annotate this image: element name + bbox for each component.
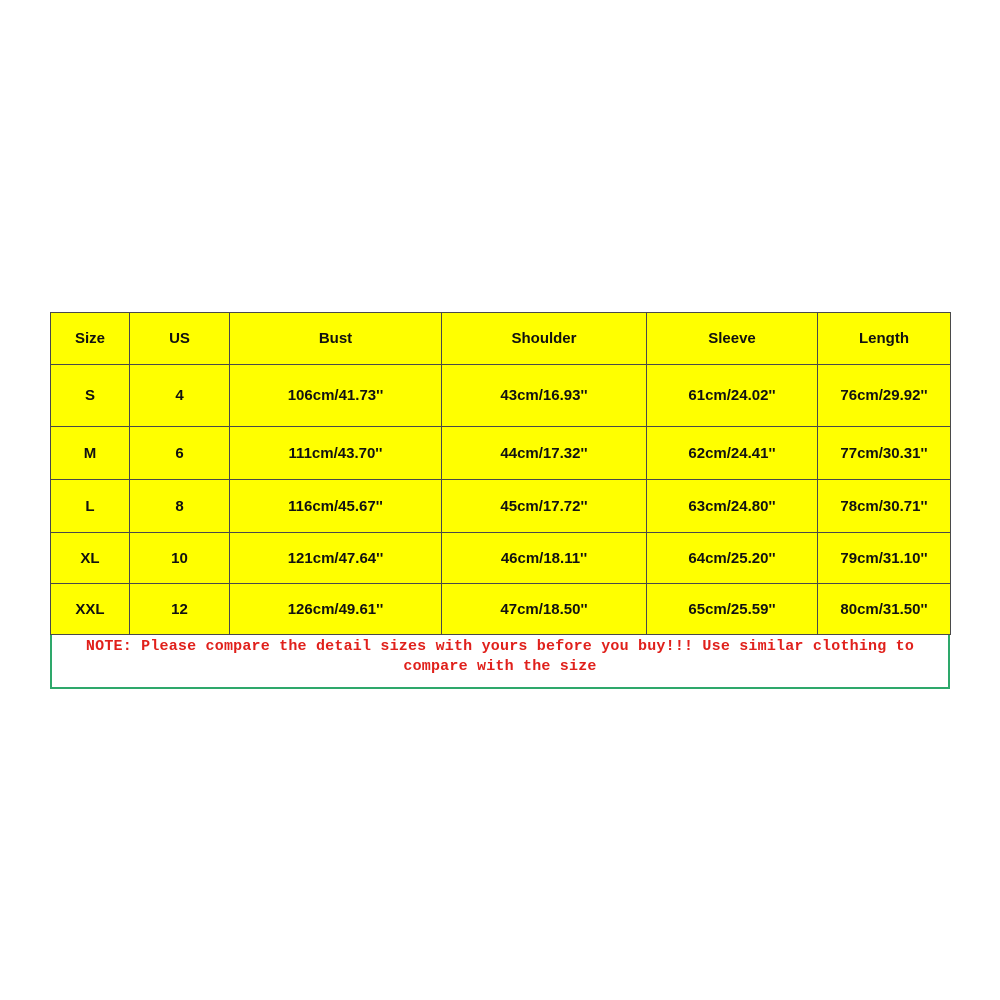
cell-bust: 121cm/47.64'' [230,533,442,584]
cell-shoulder: 47cm/18.50'' [442,584,647,635]
cell-shoulder: 44cm/17.32'' [442,427,647,480]
cell-sleeve: 61cm/24.02'' [647,365,818,427]
cell-sleeve: 64cm/25.20'' [647,533,818,584]
cell-size: XXL [51,584,130,635]
cell-us: 4 [130,365,230,427]
cell-sleeve: 63cm/24.80'' [647,480,818,533]
table-row [51,365,951,427]
header-us: US [130,313,230,365]
cell-length: 77cm/30.31'' [818,427,951,480]
cell-bust: 106cm/41.73'' [230,365,442,427]
header-bust: Bust [230,313,442,365]
cell-shoulder: 45cm/17.72'' [442,480,647,533]
cell-size: S [51,365,130,427]
table-row [51,480,951,533]
cell-us: 8 [130,480,230,533]
cell-sleeve: 65cm/25.59'' [647,584,818,635]
table-row [51,584,951,635]
table-header-row [51,313,951,365]
cell-length: 79cm/31.10'' [818,533,951,584]
cell-shoulder: 46cm/18.11'' [442,533,647,584]
table-row [51,533,951,584]
cell-length: 80cm/31.50'' [818,584,951,635]
size-chart [50,312,950,689]
cell-bust: 126cm/49.61'' [230,584,442,635]
header-shoulder: Shoulder [442,313,647,365]
cell-length: 78cm/30.71'' [818,480,951,533]
note-text: NOTE: Please compare the detail sizes with yours before you buy!!! Use similar clothing to compare with the size [50,635,950,689]
header-length: Length [818,313,951,365]
cell-us: 6 [130,427,230,480]
cell-size: L [51,480,130,533]
cell-bust: 116cm/45.67'' [230,480,442,533]
table-row [51,427,951,480]
header-sleeve: Sleeve [647,313,818,365]
cell-shoulder: 43cm/16.93'' [442,365,647,427]
cell-size: XL [51,533,130,584]
cell-length: 76cm/29.92'' [818,365,951,427]
header-size: Size [51,313,130,365]
cell-bust: 111cm/43.70'' [230,427,442,480]
cell-sleeve: 62cm/24.41'' [647,427,818,480]
cell-us: 10 [130,533,230,584]
cell-size: M [51,427,130,480]
size-table [50,312,951,635]
cell-us: 12 [130,584,230,635]
